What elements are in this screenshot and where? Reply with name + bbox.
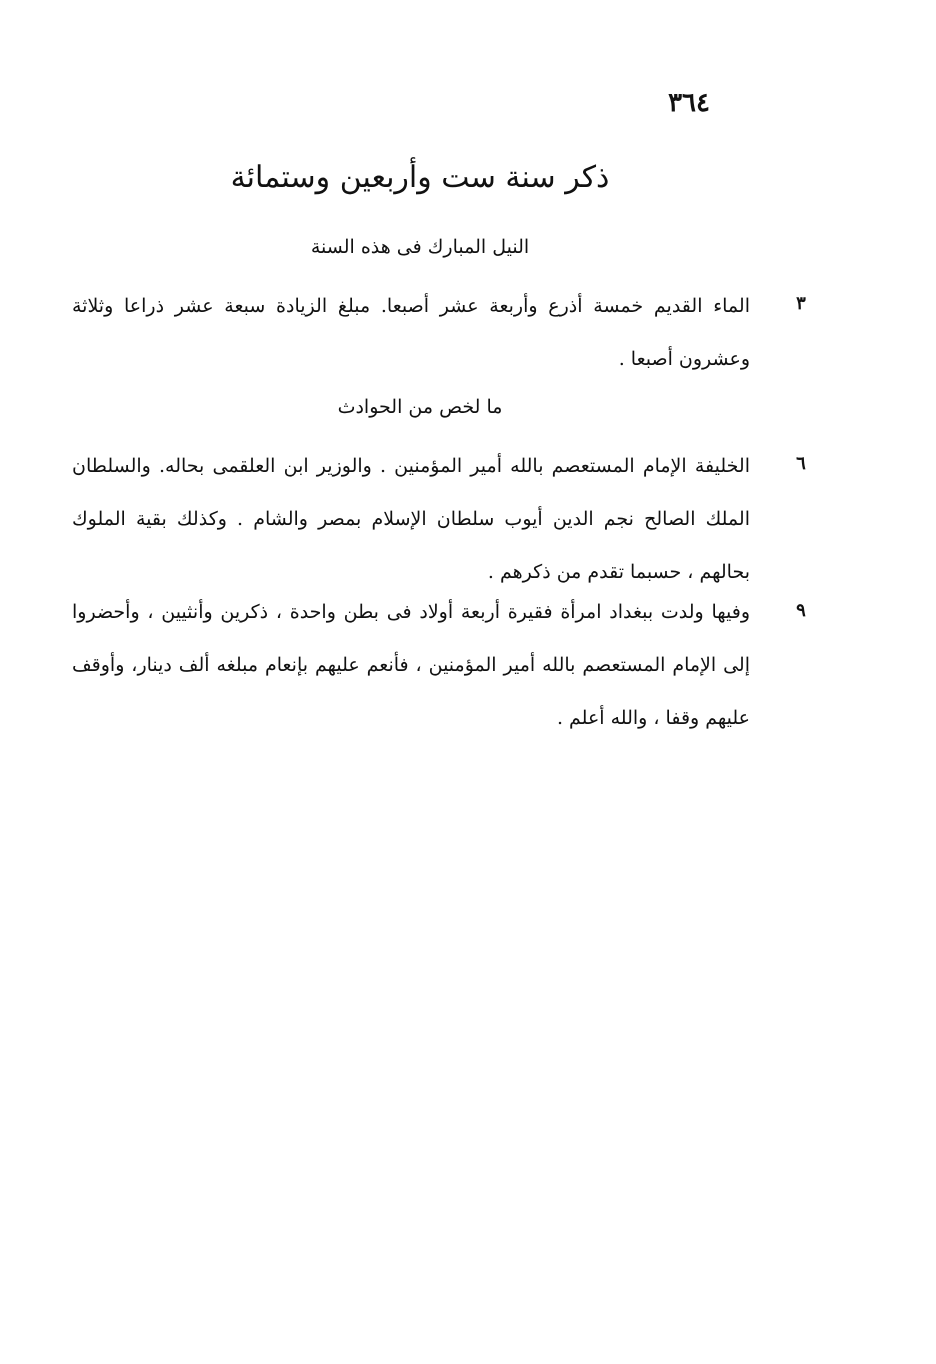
nile-paragraph: الماء القديم خمسة أذرع وأربعة عشر أصبعا. مبلغ الزيادة سبعة عشر ذراعا وثلاثة وعشرون أصبعا . <box>72 295 750 370</box>
page-number: ٣٦٤ <box>668 88 710 118</box>
year-title: ذكر سنة ست وأربعين وستمائة <box>230 160 610 195</box>
births-paragraph: وفيها ولدت ببغداد امرأة فقيرة أربعة أولاد فى بطن واحدة ، ذكرين وأنثيين ، وأحضروا إلى الإمام المستعصم بالله أمير المؤمنين ، فأنعم عليهم بإنعام مبلغه ألف دينار، وأوقف عليهم وقفا ، والله أعلم . <box>72 601 750 729</box>
events-paragraph: الخليفة الإمام المستعصم بالله أمير المؤمنين . والوزير ابن العلقمى بحاله. والسلطان الملك الصالح نجم الدين أيوب سلطان الإسلام بمصر والشام . وكذلك بقية الملوك بحالهم ، حسبما تقدم من ذكرهم . <box>72 455 750 583</box>
events-section-heading: ما لخص من الحوادث <box>337 396 503 418</box>
nile-section-heading: النيل المبارك فى هذه السنة <box>310 236 530 258</box>
line-number: ٣ <box>796 293 806 314</box>
line-number: ٦ <box>796 453 806 474</box>
line-number: ٩ <box>796 600 806 621</box>
